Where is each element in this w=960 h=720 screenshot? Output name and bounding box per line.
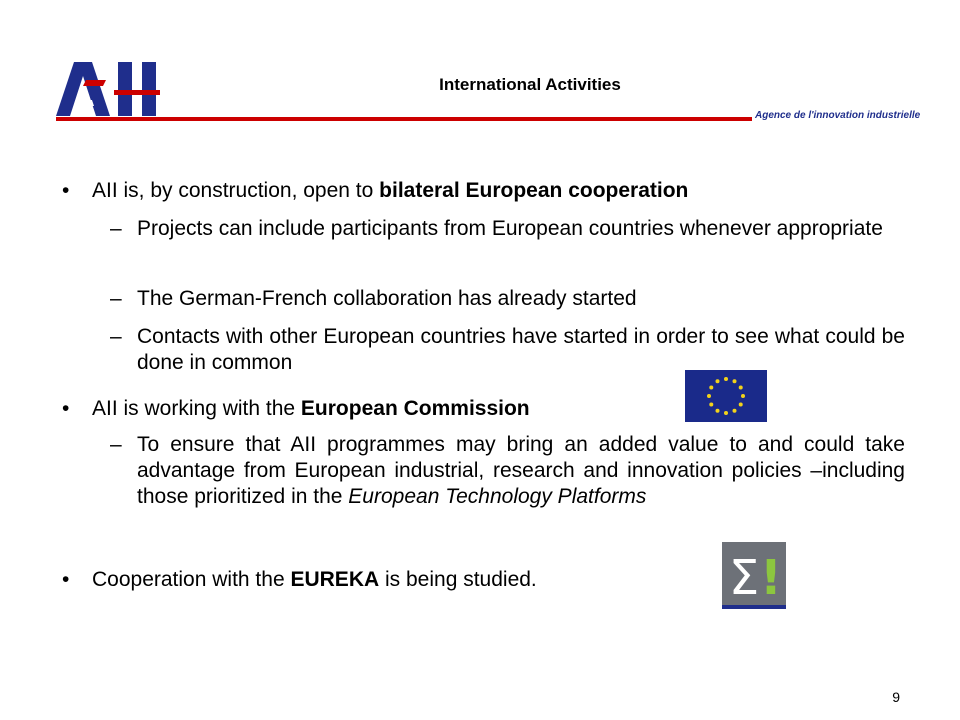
italic-phrase: European Technology Platforms [348, 485, 647, 508]
sub-bullet-item [110, 432, 905, 510]
page-number: 9 [892, 689, 900, 705]
bullet-mark: • [62, 179, 70, 202]
eureka-logo [722, 542, 786, 609]
eu-star [739, 386, 743, 390]
sub-bullet-item [110, 216, 905, 242]
eu-star [707, 394, 711, 398]
bold-phrase: European Commission [300, 397, 530, 420]
eu-star [739, 403, 743, 407]
eu-star [741, 394, 745, 398]
tagline: Agence de l'innovation industrielle [755, 110, 921, 121]
eu-star [709, 403, 713, 407]
eu-star [733, 379, 737, 383]
eu-star [716, 409, 720, 413]
sub-bullet-item [110, 286, 905, 312]
sub-bullet-text: To ensure that AII programmes may bring an added value to and could take advantage from European industrial, research and innovation policies –including those prioritized in the European Technology Platforms [137, 433, 905, 508]
bullet-mark: • [62, 568, 70, 591]
bullet-text: AII is working with the European Commission [92, 397, 530, 420]
dash-mark: – [110, 287, 122, 310]
eu-flag-image [685, 370, 767, 422]
dash-mark: – [110, 325, 122, 348]
sub-bullet-text: Contacts with other European countries have started in order to see what could be done in common [137, 325, 905, 374]
eu-star [716, 379, 720, 383]
dash-mark: – [110, 217, 122, 240]
bold-phrase: bilateral European cooperation [379, 179, 689, 202]
eu-star [709, 386, 713, 390]
sub-bullet-text: Projects can include participants from European countries whenever appropriate [137, 217, 883, 240]
eu-star [733, 409, 737, 413]
sub-bullet-item [110, 324, 905, 376]
eu-star [724, 377, 728, 381]
bullet-text: AII is, by construction, open to bilateral European cooperation [92, 179, 689, 202]
bullet-text: Cooperation with the EUREKA is being studied. [92, 568, 537, 591]
eu-star [724, 411, 728, 415]
bold-phrase: EUREKA [290, 568, 380, 591]
sub-bullet-text: The German-French collaboration has already started [137, 287, 637, 310]
exclamation-symbol: ! [760, 550, 782, 606]
sigma-symbol: Σ [728, 550, 760, 606]
slide-title: International Activities [439, 75, 621, 94]
bullet-mark: • [62, 397, 70, 420]
dash-mark: – [110, 433, 122, 456]
